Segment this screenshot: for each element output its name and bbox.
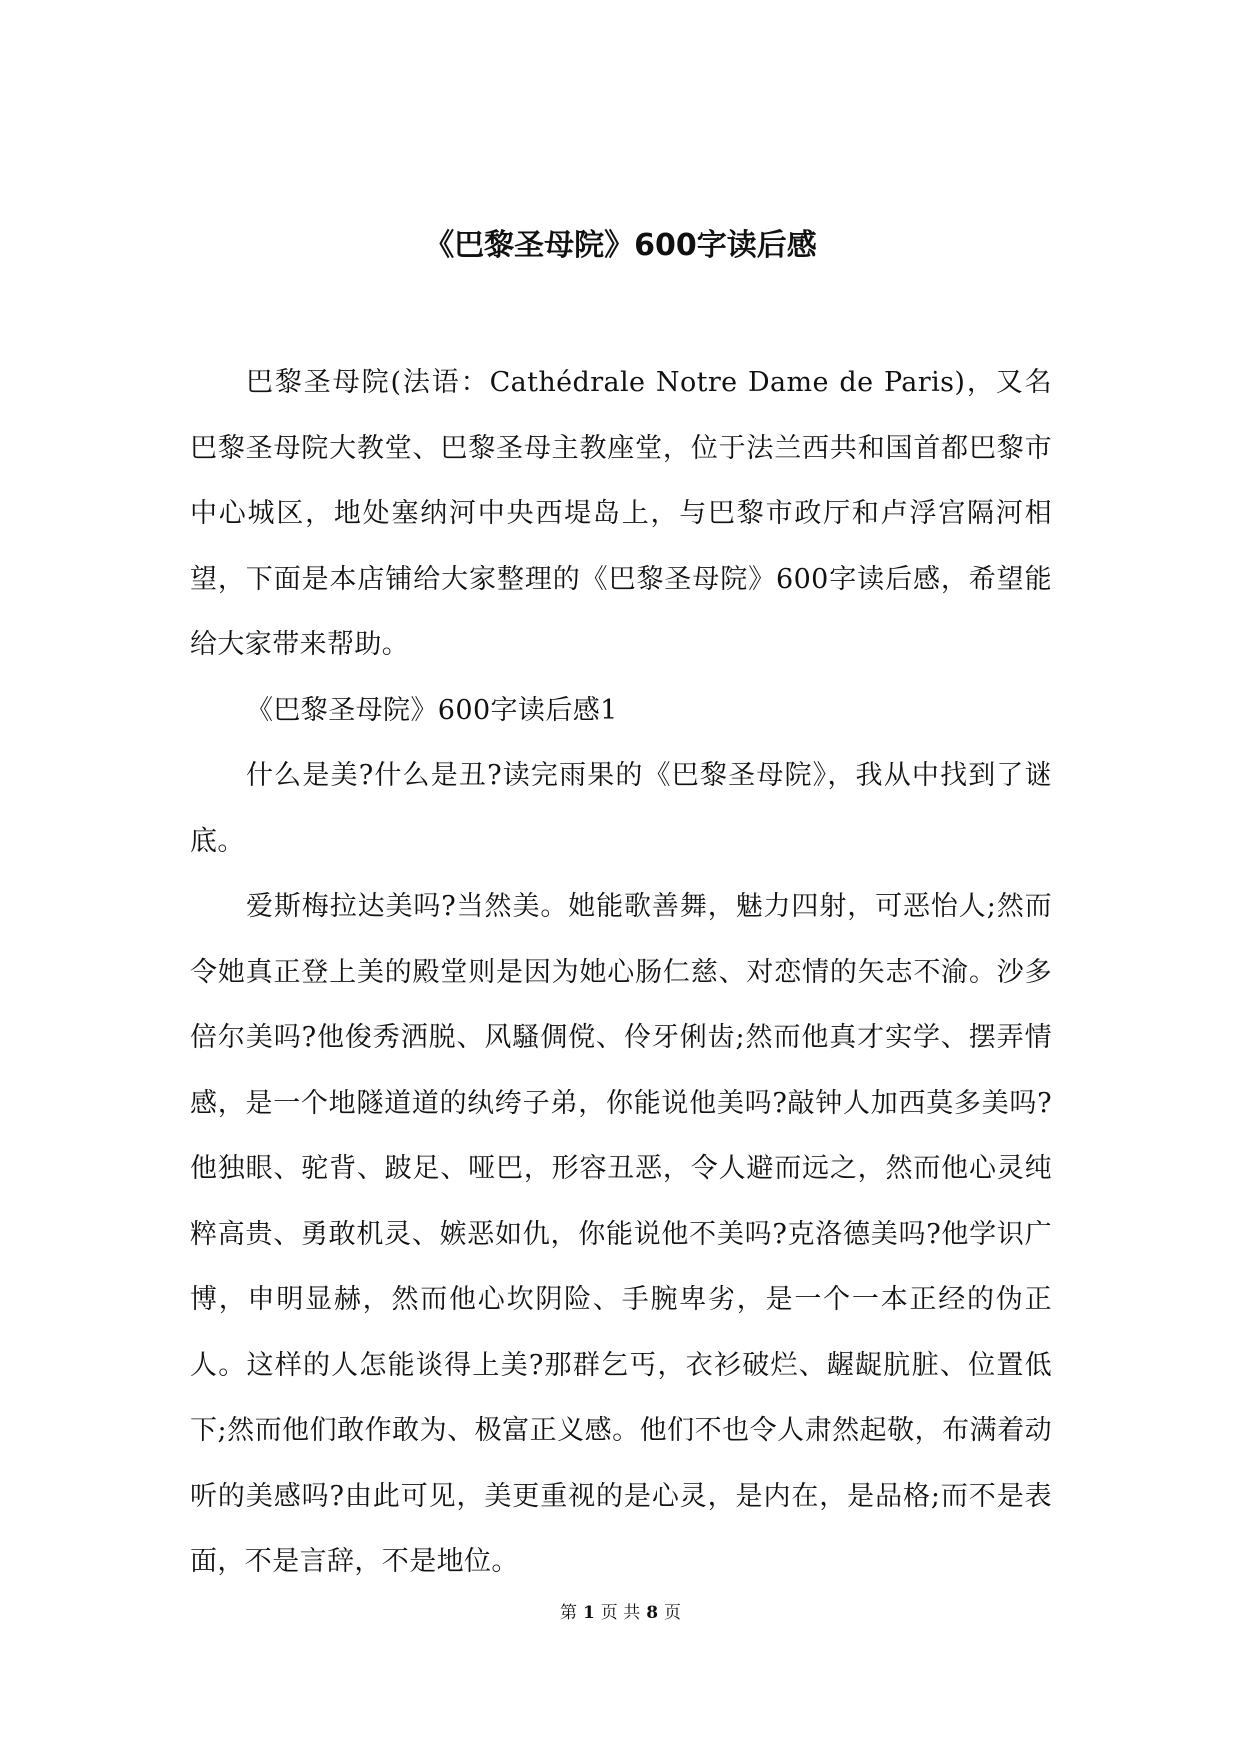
page-footer [0, 1600, 1241, 1626]
total-pages-number: 8 [646, 1603, 659, 1623]
body-paragraph: 什么是美?什么是丑?读完雨果的《巴黎圣母院》，我从中找到了谜底。 [190, 760, 1052, 857]
section-heading: 《巴黎圣母院》600字读后感1 [246, 694, 618, 726]
footer-prefix: 第 [559, 1603, 577, 1623]
document-title: 《巴黎圣母院》600字读后感 [424, 228, 817, 263]
intro-paragraph: 巴黎圣母院(法语：Cathédrale Notre Dame de Paris)，又名巴黎圣母院大教堂、巴黎圣母主教座堂，位于法兰西共和国首都巴黎市中心城区，地处塞纳河中央西堤岛上，与巴黎市政厅和卢浮宫隔河相望，下面是本店铺给大家整理的《巴黎圣母院》600字读后感，希望能给大家带来帮助。 [190, 367, 1052, 660]
body-paragraph: 爱斯梅拉达美吗?当然美。她能歌善舞，魅力四射，可恶怡人;然而令她真正登上美的殿堂则是因为她心肠仁慈、对恋情的矢志不渝。沙多倍尔美吗?他俊秀洒脱、风騷倜傥、伶牙俐齿;然而他真才实学、摆弄情感，是一个地隧道道的纨绔子弟，你能说他美吗?敲钟人加西莫多美吗?他独眼、驼背、跛足、哑巴，形容丑恶，令人避而远之，然而他心灵纯粹高贵、勇敢机灵、嫉恶如仇，你能说他不美吗?克洛德美吗?他学识广博，申明显赫，然而他心坎阴险、手腕卑劣，是一个一本正经的伪正人。这样的人怎能谈得上美?那群乞丐，衣衫破烂、龌龊肮脏、位置低下;然而他们敢作敢为、极富正义感。他们不也令人肃然起敬，布满着动听的美感吗?由此可见，美更重视的是心灵，是内在，是品格;而不是表面，不是言辞，不是地位。 [190, 891, 1052, 1577]
document-body [190, 350, 1052, 1595]
footer-suffix: 页 [664, 1603, 682, 1623]
footer-middle: 页 共 [600, 1603, 641, 1623]
current-page-number: 1 [582, 1603, 595, 1623]
